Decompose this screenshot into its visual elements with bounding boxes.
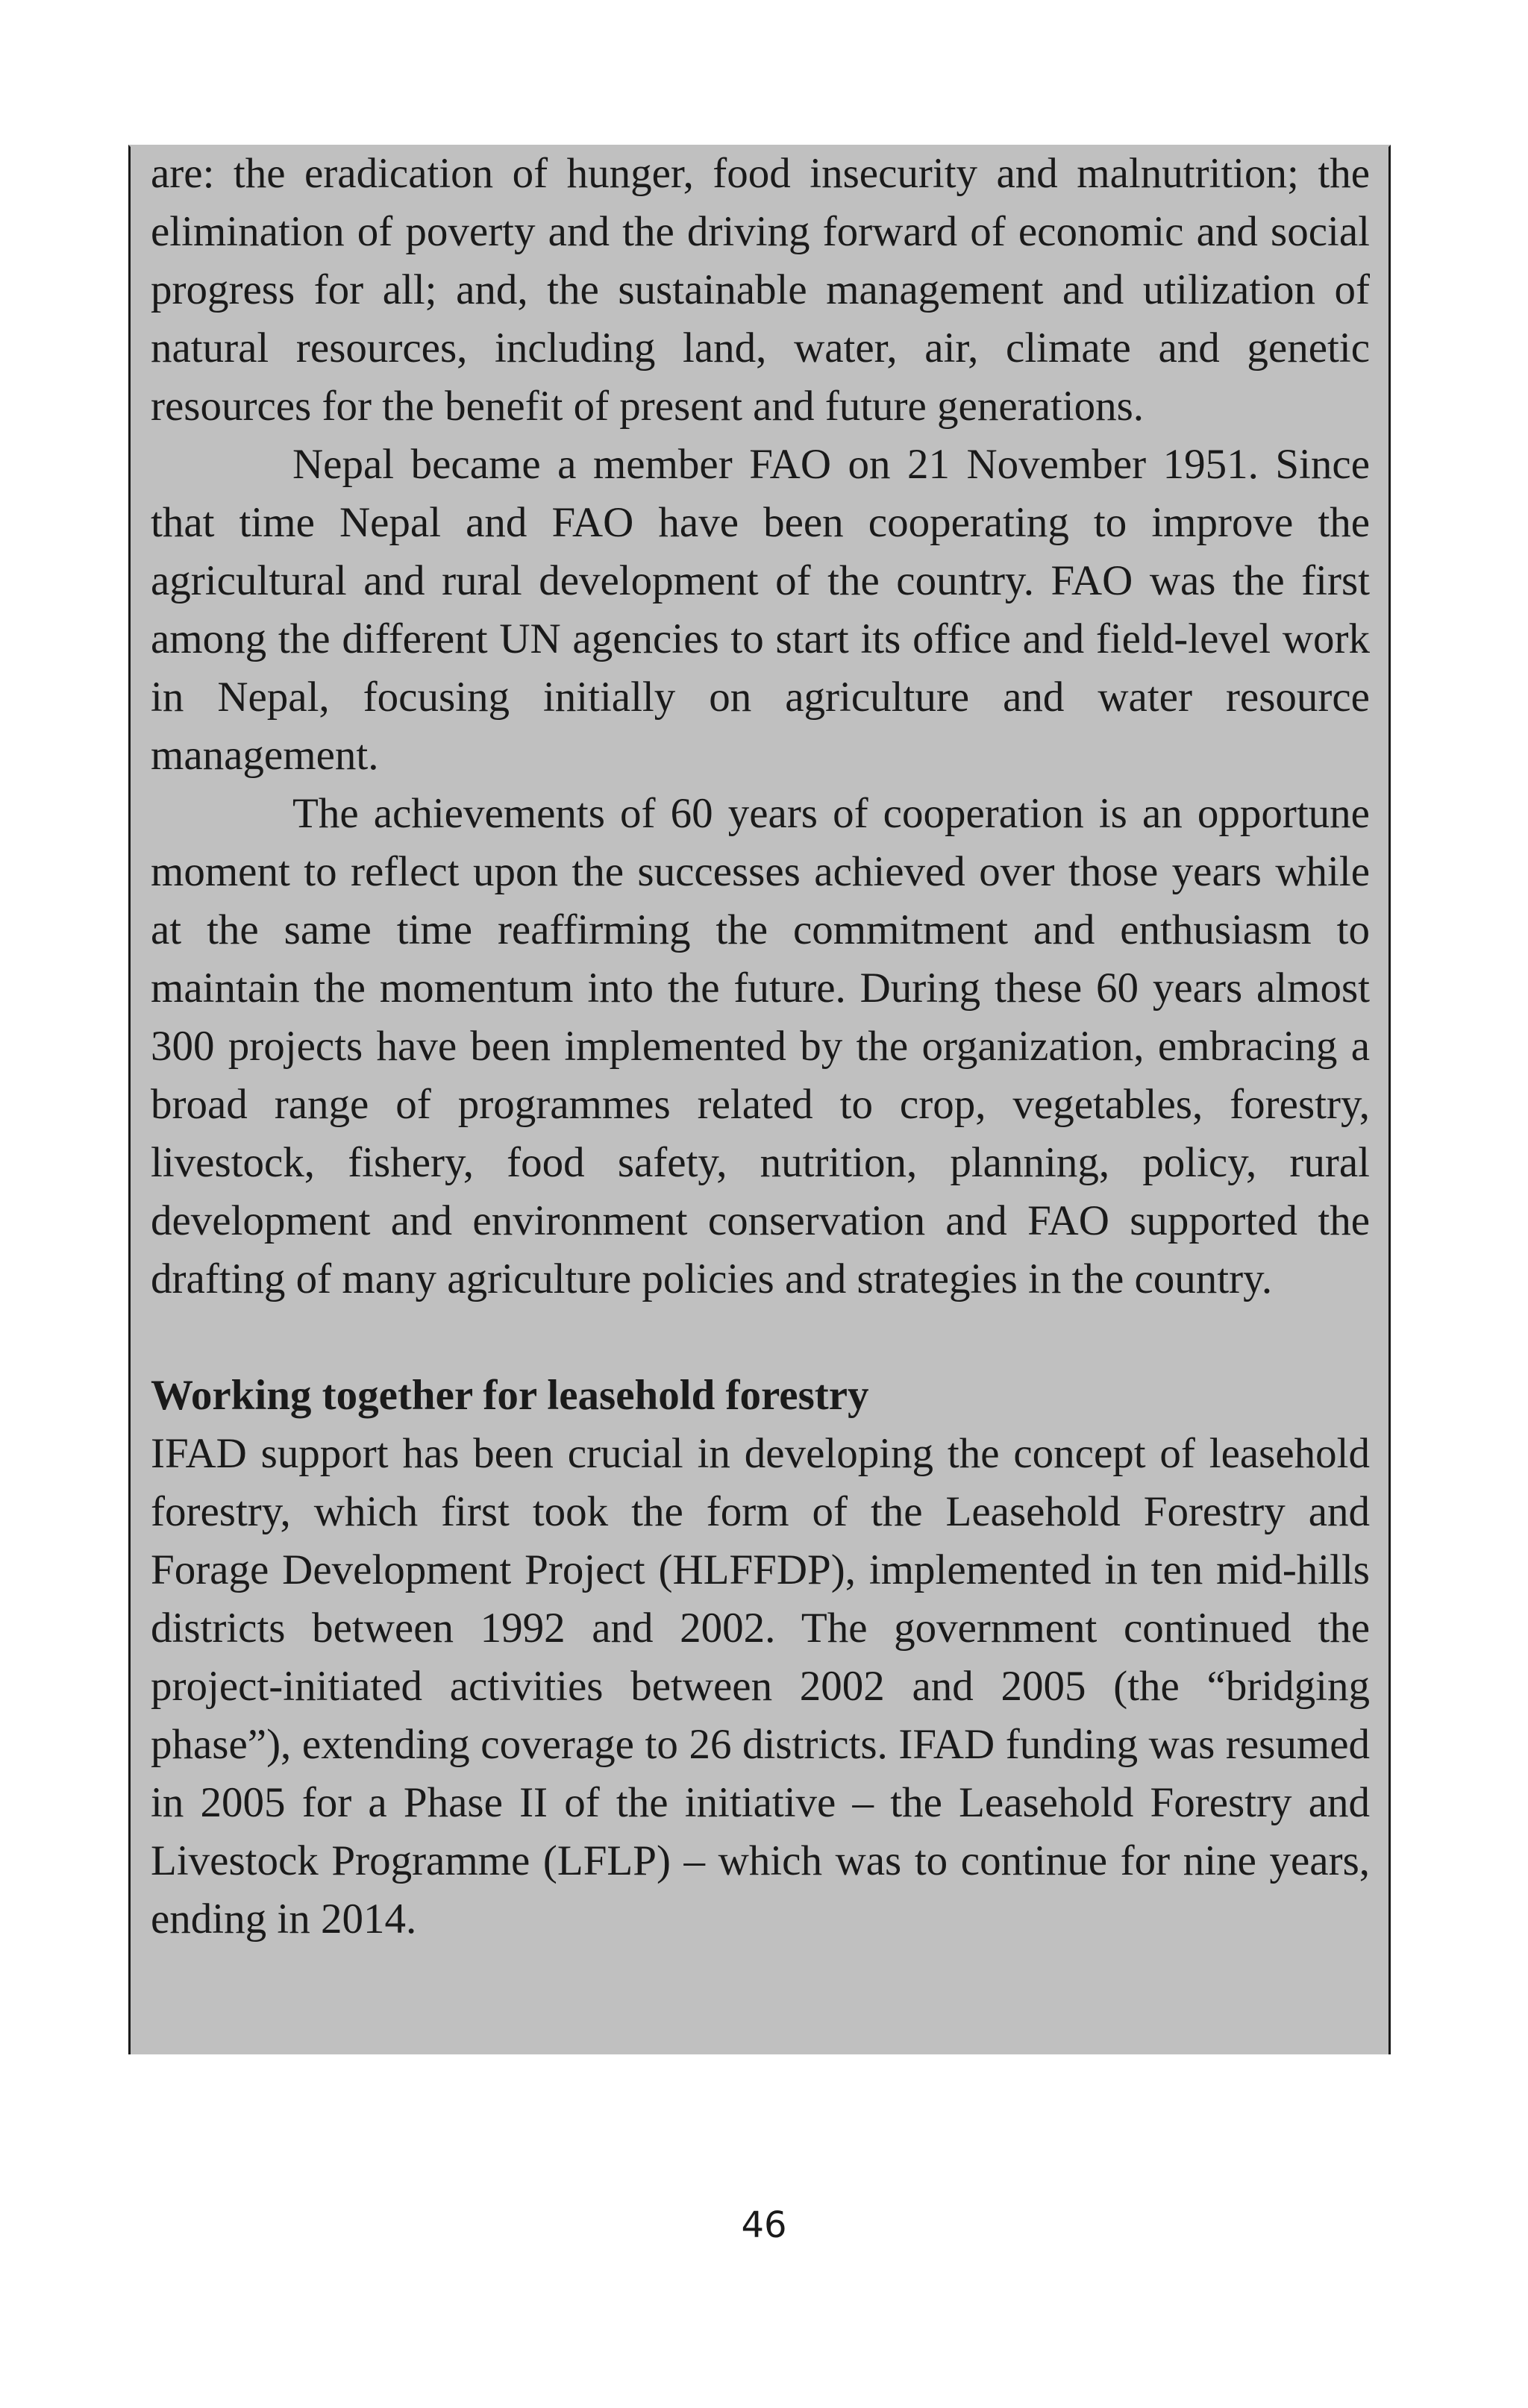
section-heading: Working together for leasehold forestry <box>151 1372 869 1419</box>
paragraph-ifad-support: IFAD support has been crucial in developing the concept of leasehold forestry, which first took the form of the Leasehold Forestry and Forage Development Project (HLFFDP), implemented in ten mid-hills districts between 1992 and 2002. The government continued the project-initiated activities between 2002 and 2005 (the “bridging phase”), extending coverage to 26 districts. IFAD funding was resumed in 2005 for a Phase II of the initiative – the Leasehold Forestry and Livestock Programme (LFLP) – which was to continue for nine years, ending in 2014. <box>151 1430 1370 1943</box>
paragraph-achievements: The achievements of 60 years of cooperation is an opportune moment to reflect upon the successes achieved over those years while at the same time reaffirming the commitment and enthusiasm to maintain the momentum into the future. During these 60 years almost 300 projects have been implemented by the organization, embracing a broad range of programmes related to crop, vegetables, forestry, livestock, fishery, food safety, nutrition, planning, policy, rural development and environment conservation and FAO supported the drafting of many agriculture policies and strategies in the country. <box>151 790 1370 1302</box>
paragraph-fao-goals: are: the eradication of hunger, food insecurity and malnutrition; the elimination of poverty and the driving forward of economic and social progress for all; and, the sustainable management and utilization of natural resources, including land, water, air, climate and genetic resources for the benefit of present and future generations. <box>151 150 1370 430</box>
paragraph-nepal-membership: Nepal became a member FAO on 21 November 1951. Since that time Nepal and FAO have been cooperating to improve the agricultural and rural development of the country. FAO was the first among the different UN agencies to start its office and field-level work in Nepal, focusing initially on agriculture and water resource management. <box>151 441 1370 779</box>
page-number: 46 <box>741 2204 787 2246</box>
body-text <box>151 145 1370 1948</box>
